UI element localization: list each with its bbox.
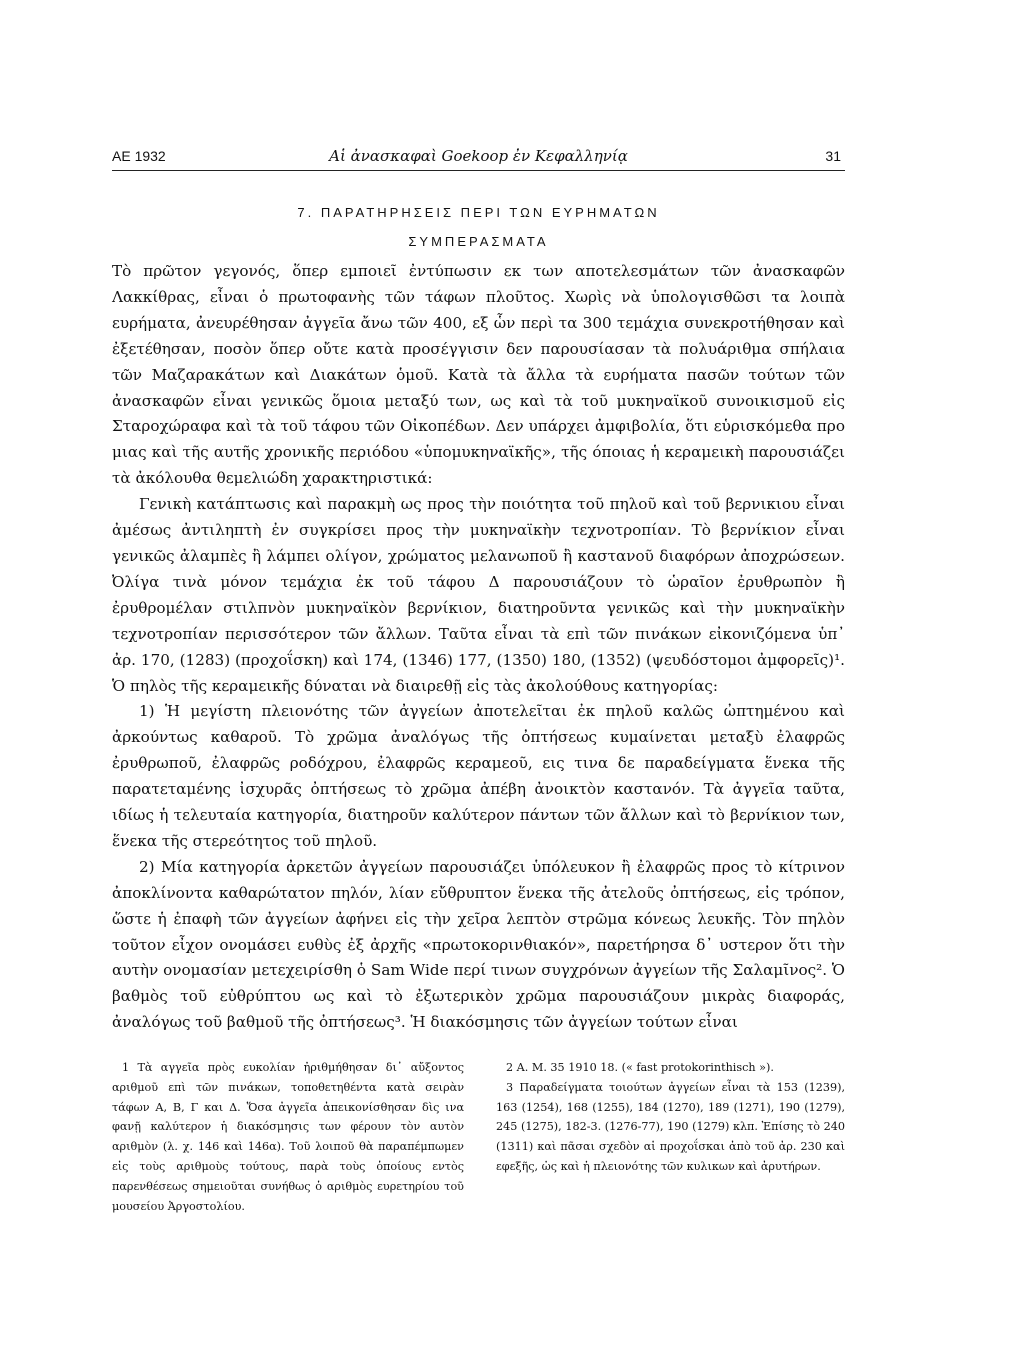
page-number: 31 <box>825 148 841 164</box>
body-text <box>112 259 845 1036</box>
paragraph-general-decline: Γενικὴ κατάπτωσις καὶ παρακμὴ ως προς τὴν ποιότητα τοῦ πηλοῦ καὶ τοῦ βερνικιου εἶναι ἀμέσως ἀντιληπτὴ ἐν συγκρίσει προς τὴν μυκηναϊκὴν τεχνοτροπίαν. Τὸ βερνίκιον εἶναι γενικῶς ἀλαμπὲς ἢ λάμπει ολίγον, χρώματος μελανωποῦ ἢ καστανοῦ διαφόρων ἀποχρώσεων. Ὀλίγα τινὰ μόνον τεμάχια ἐκ τοῦ τάφου Δ παρουσιάζουν τὸ ὡραῖον ἐρυθρωπὸν ἢ ἐρυθρομέλαν στιλπνὸν μυκηναϊκὸν βερνίκιον, διατηροῦντα γενικῶς καὶ τὴν μυκηναϊκὴν τεχνοτροπίαν περισσότερον τῶν ἄλλων. Ταῦτα εἶναι τὰ επὶ τῶν πινάκων εἰκονιζόμενα ὑπ᾽ ἀρ. 170, (1283) (προχοΐσκη) καὶ 174, (1346) 177, (1350) 180, (1352) (ψευδόστομοι ἀμφορεῖς)¹. Ὁ πηλὸς τῆς κεραμεικῆς δύναται νὰ διαιρεθῇ εἰς τὰς ἀκολούθους κατηγορίας: <box>112 495 845 695</box>
paragraph-category-1: 1) Ἡ μεγίστη πλειονότης τῶν ἀγγείων ἀποτελεῖται ἐκ πηλοῦ καλῶς ὠπτημένου καὶ ἀρκούντως καθαροῦ. Τὸ χρῶμα ἀναλόγως τῆς ὀπτήσεως κυμαίνεται μεταξὺ ἐλαφρῶς ἐρυθρωποῦ, ἐλαφρῶς ροδόχρου, ἐλαφρῶς κεραμεοῦ, εις τινα δε παραδείγματα ἕνεκα τῆς παρατεταμένης ἰσχυρᾶς ὀπτήσεως τὸ χρῶμα ἀπέβη ἀνοικτὸν καστανόν. Τὰ ἀγγεῖα ταῦτα, ιδίως ἡ τελευταία κατηγορία, διατηροῦν καλύτερον πάντων τῶν ἄλλων καὶ τὸ βερνίκιον των, ἕνεκα τῆς στερεότητος τοῦ πηλοῦ. <box>112 702 845 850</box>
footnotes-right-column <box>496 1058 845 1177</box>
page <box>112 140 845 1036</box>
running-title: Αἱ ἀνασκαφαὶ Goekoop ἐν Κεφαλληνίᾳ <box>329 147 628 165</box>
footnote-1: 1 Τὰ αγγεῖα πρὸς ευκολίαν ἠριθμήθησαν δι᾽ αὔξοντος αριθμοῦ επὶ τῶν πινάκων, τοποθετηθέντα κατὰ σειρὰν τάφων Α, Β, Γ και Δ. Ὅσα ἀγγεῖα ἀπεικονίσθησαν δὶς ινα φανῇ καλύτερον ἡ διακόσμησις των φέρουν τὸν αυτὸν αριθμὸν (λ. χ. 146 καὶ 146α). Τοῦ λοιποῦ θὰ παραπέμπωμεν εἰς τοὺς αριθμοὺς τούτους, παρὰ τοὺς ὁποίους εντὸς παρενθέσεως σημειοῦται συνήθως ὁ αριθμὸς ευρετηρίου τοῦ μουσείου Ἀργοστολίου. <box>112 1061 464 1213</box>
footnote-3: 3 Παραδείγματα τοιούτων ἀγγείων εἶναι τὰ 153 (1239), 163 (1254), 168 (1255), 184 (1270), 189 (1271), 190 (1279), 245 (1275), 182-3. (1276-77), 190 (1279) κλπ. Ἐπίσης τὸ 240 (1311) καὶ πᾶσαι σχεδὸν αἱ προχοΐσκαι ἀπὸ τοῦ ἀρ. 230 καὶ εφεξῆς, ὡς καὶ ἡ πλειονότης τῶν κυλικων καὶ ἀρυτήρων. <box>496 1080 845 1173</box>
paragraph-intro: Τὸ πρῶτον γεγονός, ὅπερ εμποιεῖ ἐντύπωσιν εκ των αποτελεσμάτων τῶν ἀνασκαφῶν Λακκίθρας, εἶναι ὁ πρωτοφανὴς τῶν τάφων πλοῦτος. Χωρὶς νὰ ὑπολογισθῶσι τα λοιπὰ ευρήματα, ἀνευρέθησαν ἀγγεῖα ἄνω τῶν 400, εξ ὧν περὶ τα 300 τεμάχια συνεκροτήθησαν καὶ ἐξετέθησαν, ποσὸν ὅπερ οὔτε κατὰ προσέγγισιν δεν παρουσίασαν τὰ πολυάριθμα σπήλαια τῶν Μαζαρακάτων καὶ Διακάτων ὁμοῦ. Κατὰ τὰ ἄλλα τὰ ευρήματα πασῶν τούτων τῶν ἀνασκαφῶν εἶναι γενικῶς ὅμοια μεταξύ των, ως καὶ τὰ τοῦ μυκηναϊκοῦ συνοικισμοῦ εἰς Σταροχώραφα καὶ τὰ τοῦ τάφου τῶν Οἰκοπέδων. Δεν υπάρχει ἀμφιβολία, ὅτι εὑρισκόμεθα προ μιας καὶ τῆς αυτῆς χρονικῆς περιόδου «ὑπομυκηναϊκῆς», τῆς όποιας ἡ κεραμεικὴ παρουσιάζει τὰ ἀκόλουθα θεμελιώδη χαρακτηριστικά: <box>112 262 845 488</box>
section-subtitle: ΣΥΜΠΕΡΑΣΜΑΤΑ <box>408 234 549 249</box>
footnote-2: 2 A. M. 35 1910 18. (« fast protokorinthisch »). <box>506 1061 774 1074</box>
paragraph-category-2: 2) Μία κατηγορία ἀρκετῶν ἀγγείων παρουσιάζει ὑπόλευκον ἢ ἐλαφρῶς προς τὸ κίτρινον ἀποκλίνοντα καθαρώτατον πηλόν, λίαν εὔθρυπτον ἕνεκα τῆς ἀτελοῦς ὀπτήσεως, εἰς τρόπον, ὥστε ἡ ἐπαφὴ τῶν ἀγγείων ἀφήνει εἰς τὴν χεῖρα λεπτὸν στρῶμα κόνεως λευκῆς. Τὸν πηλὸν τοῦτον εἶχον ονομάσει ευθὺς ἐξ ἀρχῆς «πρωτοκορινθιακόν», παρετήρησα δ᾽ υστερον ὅτι τὴν αυτὴν ονομασίαν μετεχειρίσθη ὁ Sam Wide περί τινων συγχρόνων ἀγγείων τῆς Σαλαμῖνος². Ὁ βαθμὸς τοῦ εὐθρύπτου ως καὶ τὸ ἐξωτερικὸν χρῶμα παρουσιάζουν μικρὰς διαφοράς, ἀναλόγως τοῦ βαθμοῦ τῆς ὀπτήσεως³. Ἡ διακόσμησις τῶν ἀγγείων τούτων εἶναι <box>112 857 845 1032</box>
journal-reference: ΑΕ 1932 <box>112 148 166 164</box>
footnotes-left-column <box>112 1058 464 1216</box>
section-title: 7. ΠΑΡΑΤΗΡΗΣΕΙΣ ΠΕΡΙ ΤΩΝ ΕΥΡΗΜΑΤΩΝ <box>297 205 660 220</box>
running-head <box>112 140 845 170</box>
header-rule <box>112 170 845 171</box>
